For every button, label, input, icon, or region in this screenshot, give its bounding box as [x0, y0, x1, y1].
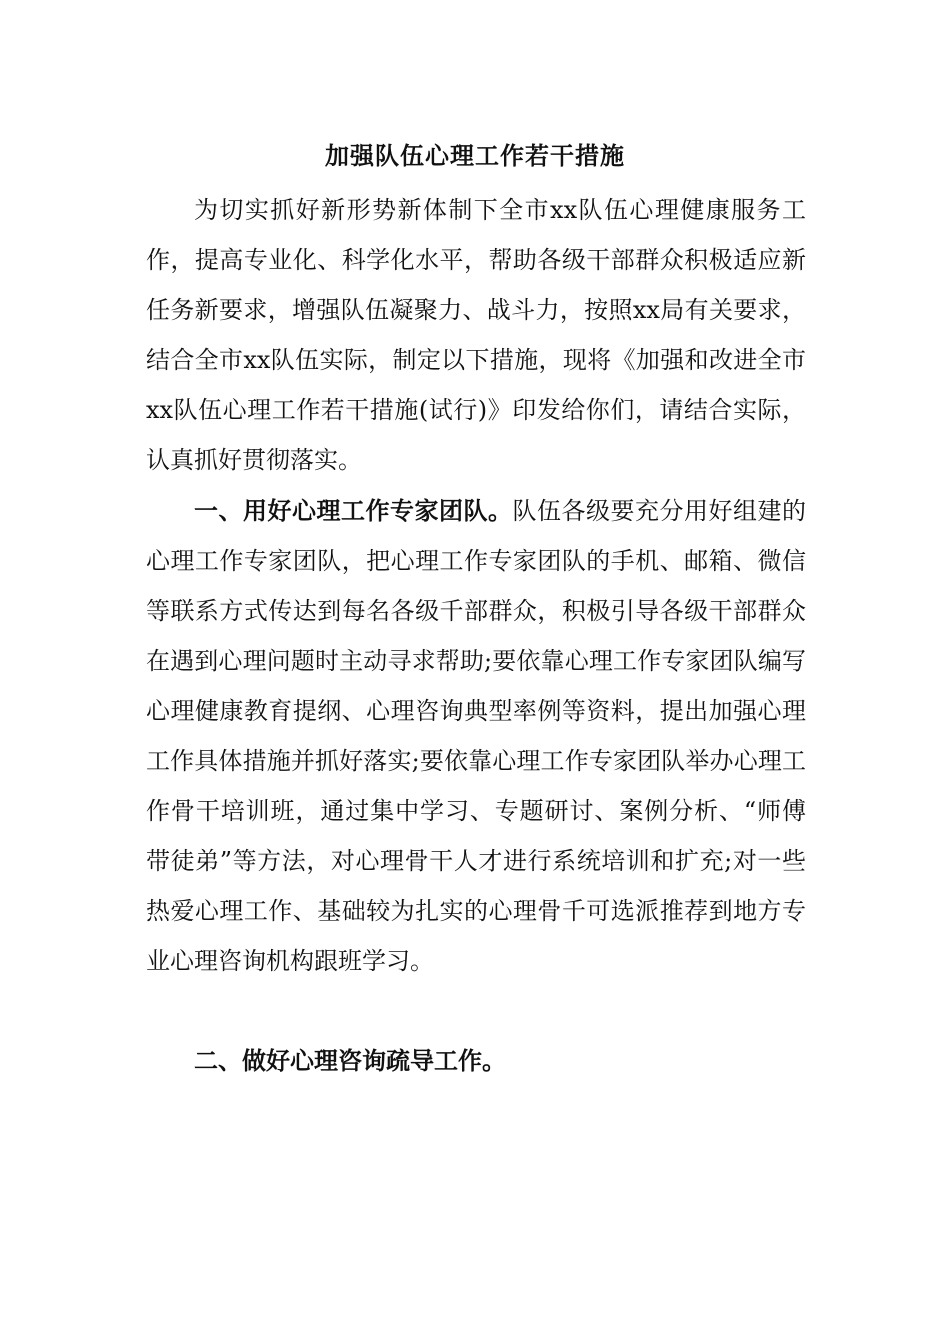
section-2-heading: 二、做好心理咨询疏导工作。	[194, 1046, 506, 1075]
section-1-text: 队伍各级要充分用好组建的心理工作专家团队，把心理工作专家团队的手机、邮箱、微信等联系方式传达到每名各级千部群众，积极引导各级干部群众在遇到心理问题时主动寻求帮助;要依靠心理工作专家团队编写心理健康教育提纲、心理咨询典型率例等资料，提出加强心理工作具体措施并抓好落实;要依靠心理工作专家团队举办心理工作骨干培训班，通过集中学习、专题研讨、案例分析、“师傅带徒弟”等方法，对心理骨干人才进行系统培训和扩充;对一些热爱心理工作、基础较为扎实的心理骨千可选派推荐到地方专业心理咨询机构跟班学习。	[146, 497, 806, 975]
section-1-paragraph	[146, 486, 806, 986]
section-2-paragraph	[146, 1036, 806, 1086]
section-1-heading: 一、用好心理工作专家团队。	[194, 496, 513, 525]
document-title: 加强队伍心理工作若干措施	[325, 141, 625, 170]
intro-paragraph: 为切实抓好新形势新体制下全市xx队伍心理健康服务工作，提高专业化、科学化水平，帮助各级干部群众积极适应新任务新要求，增强队伍凝聚力、战斗力，按照xx局有关要求，结合全市xx队伍实际，制定以下措施，现将《加强和改进全市xx队伍心理工作若干措施(试行)》印发给你们，请结合实际，认真抓好贯彻落实。	[146, 196, 806, 474]
